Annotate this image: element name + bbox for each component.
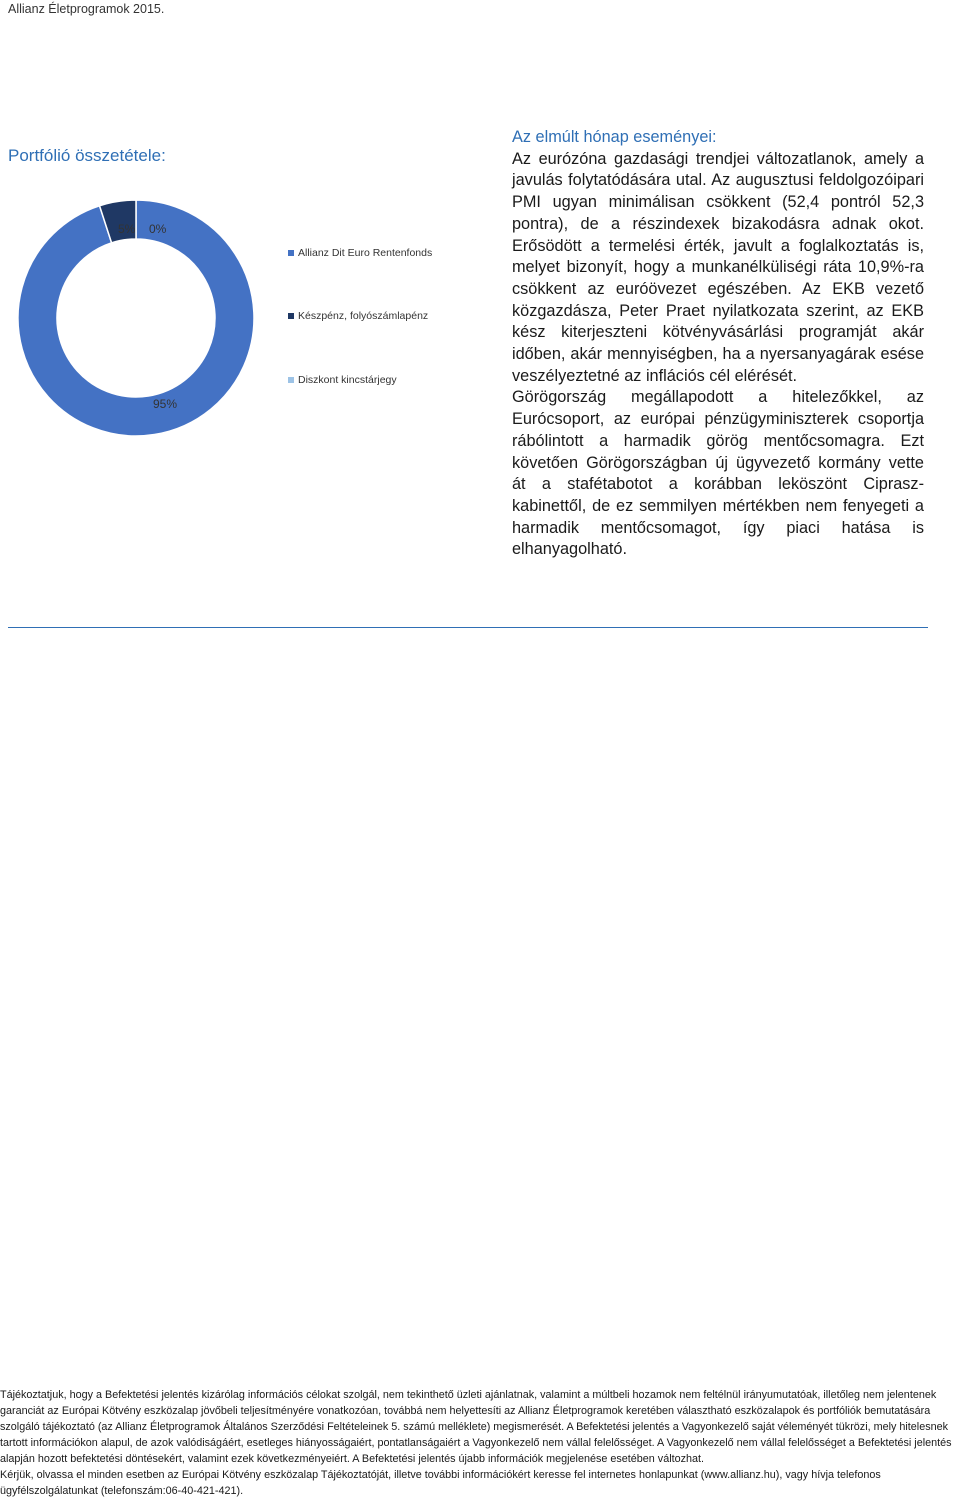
- legend-label-2: Diszkont kincstárjegy: [298, 374, 397, 386]
- data-label-5: 5%: [118, 222, 136, 236]
- legend-swatch-1: [288, 313, 294, 319]
- donut-svg: [18, 200, 278, 450]
- section-divider: [8, 627, 928, 628]
- disclaimer-paragraph-2: Kérjük, olvassa el minden esetben az Európai Kötvény eszközalap Tájékoztatóját, illetve további információkért keresse fel internetes honlapunkat (www.allianz.hu), vagy hívja telefonos ügyfélszolgálatunkat (telefonszám:06-40-421-421).: [0, 1469, 881, 1497]
- events-heading: Az elmúlt hónap eseményei:: [512, 128, 717, 146]
- events-paragraph-2: Görögország megállapodott a hitelezőkkel, az Eurócsoport, az európai pénzügyminiszterek csoportja rábólintott a harmadik görög mentőcsomagra. Ezt követően Görögországban új ügyvezető kormány vette át a stafétabotot a korábban leköszönt Ciprasz-kabinettől, de ez semmilyen mértékben nem fenyegeti a harmadik mentőcsomagot, így piaci hatása is elhanyagolható.: [512, 388, 924, 559]
- portfolio-donut-chart: [18, 200, 433, 450]
- legend-swatch-0: [288, 250, 294, 256]
- events-section: [512, 127, 924, 561]
- portfolio-label: Portfólió összetétele:: [8, 146, 166, 165]
- legend-item-diszkont: [288, 374, 397, 386]
- disclaimer-paragraph-1: Tájékoztatjuk, hogy a Befektetési jelentés kizárólag információs célokat szolgál, nem tekinthető üzleti ajánlatnak, valamint a múltbeli hozamok nem feltélnül irányumutatóak, illetőleg nem jelentenek garanciát az Európai Kötvény eszközalap jövőbeli teljesítményére vonatkozóan, továbbá nem helyettesíti az Allianz Életprogramok keretében választható eszközalapok és portfóliók bemutatására szolgáló tájékoztató (az Allianz Életprogramok Általános Szerződési Feltételeinek 5. számú melléklete) megismerését. A Befektetési jelentés a Vagyonkezelő saját véleményét tükrözi, mely hitelesnek tartott információkon alapul, de azok valódiságáért, esetleges hiányosságaiért, pontatlanságaiért a Vagyonkezelő nem vállal felelősséget. A Vagyonkezelő nem vállal felelősséget a Befektetési jelentés alapján hozott befektetési döntésekért, valamint ezek következményeiért. A Befektetési jelentés újabb információk megjelenése esetében változhat.: [0, 1389, 952, 1465]
- disclaimer: [0, 1387, 960, 1499]
- events-paragraph-1: Az eurózóna gazdasági trendjei változatlanok, amely a javulás folytatódására utal. Az augusztusi feldolgozóipari PMI ugyan minimálisan csökkent (52,4 pontról 52,3 pontra), de a részindexek bizakodásra adnak okot. Erősödött a termelési érték, javult a foglalkoztatás is, melyet bizonyít, hogy a munkanélküliségi ráta 10,9%-ra csökkent az euróövezet egészében. Az EKB vezető közgazdásza, Peter Praet nyilatkozata szerint, az EKB kész kiterjeszteni kötvényvásárlási programját akár időben, akár mennyiségben, ha a nyersanyagárak esése veszélyeztetné az inflációs cél elérését.: [512, 149, 924, 385]
- data-label-0: 0%: [149, 222, 167, 236]
- data-label-95: 95%: [153, 397, 178, 411]
- legend-label-0: Allianz Dit Euro Rentenfonds: [298, 247, 433, 259]
- legend-item-keszpenz: [288, 310, 428, 322]
- document-header-title: Allianz Életprogramok 2015.: [8, 2, 165, 16]
- legend-swatch-2: [288, 377, 294, 383]
- legend-item-allianz-dit: [288, 247, 432, 259]
- legend-label-1: Készpénz, folyószámlapénz: [298, 310, 429, 322]
